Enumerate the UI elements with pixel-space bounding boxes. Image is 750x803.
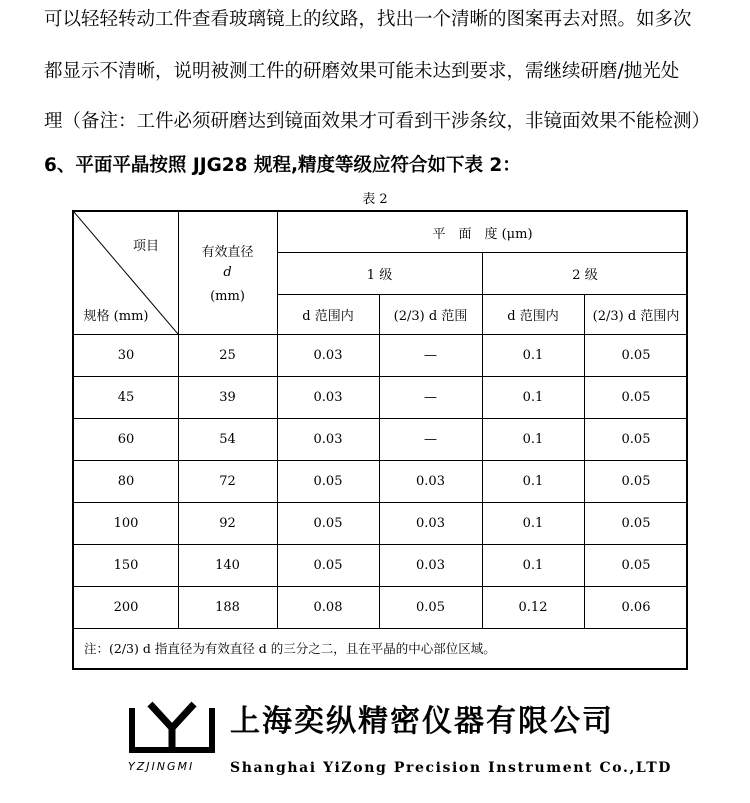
header-diameter-label: 有效直径 [201,244,254,260]
header-grade-2: 2 级 [572,267,598,283]
table-cell: 200 [113,599,139,615]
table-cell: 0.06 [621,599,651,615]
table-cell: 0.08 [313,599,343,615]
table-cell: 0.03 [313,347,343,363]
table-cell: 25 [219,347,236,363]
table-cell: 0.05 [313,473,343,489]
table-cell: 100 [113,515,139,531]
table-cell: 150 [113,557,139,573]
table-cell: 30 [117,347,135,363]
table-cell: 92 [219,515,236,531]
table-cell: 0.1 [522,389,544,405]
table-cell: 0.1 [522,557,544,573]
table-cell: 0.05 [313,557,343,573]
header-spec-label: 规格 (mm) [83,308,149,324]
table-cell: 0.05 [621,431,651,447]
column-divider [379,334,380,628]
header-sub-1: d 范围内 [302,308,354,324]
table-cell: 45 [117,389,135,405]
table-cell: — [424,389,437,405]
table-cell: 60 [117,431,135,447]
table-cell: 54 [219,431,236,447]
table-note: 注：(2/3) d 指直径为有效直径 d 的三分之二，且在平晶的中心部位区域。 [84,641,496,656]
table-cell: 39 [219,389,236,405]
table-cell: 0.1 [522,515,544,531]
table-cell: 0.03 [416,557,445,573]
column-divider [482,334,483,628]
table-cell: 0.05 [416,599,445,615]
header-sub-3: d 范围内 [507,308,559,324]
table-cell: 0.05 [621,347,651,363]
paragraph-line-2: 都显示不清晰，说明被测工件的研磨效果可能未达到要求，需继续研磨/抛光处 [44,61,680,82]
table-cell: 140 [215,557,240,573]
table-cell: 72 [219,473,236,489]
table-cell: 0.05 [621,557,651,573]
table-cell: 0.1 [522,347,544,363]
table-cell: 0.1 [522,473,544,489]
company-name-cn: 上海奕纵精密仪器有限公司 [230,704,614,739]
logo-caption: YZJINGMI [128,760,195,773]
table-title: 表 2 [362,192,388,207]
header-sub-4: (2/3) d 范围内 [592,308,680,324]
column-divider [277,334,278,628]
header-sub-2: (2/3) d 范围 [393,308,468,324]
table-cell: 0.05 [621,389,651,405]
table-cell: — [424,431,437,447]
table-cell: 188 [215,599,240,615]
table-cell: 0.05 [313,515,343,531]
table-cell: 0.03 [313,389,343,405]
table-cell: 0.03 [313,431,343,447]
table-cell: 0.05 [621,515,651,531]
header-flatness: 平 面 度 (μm) [432,226,533,242]
column-divider [178,334,179,628]
company-logo-icon [128,698,216,754]
table-cell: 0.03 [416,515,445,531]
table-cell: 0.1 [522,431,544,447]
company-footer [128,692,672,792]
precision-table [72,210,688,670]
company-name-en: Shanghai YiZong Precision Instrument Co.,LTD [230,760,672,776]
header-diameter-unit: (mm) [210,288,245,304]
column-divider [584,334,585,628]
table-cell: — [424,347,437,363]
section-heading: 6、平面平晶按照 JJG28 规程,精度等级应符合如下表 2： [44,155,521,176]
table-cell: 0.05 [621,473,651,489]
paragraph-line-1: 可以轻轻转动工件查看玻璃镜上的纹路，找出一个清晰的图案再去对照。如多次 [44,9,692,30]
table-cell: 0.03 [416,473,445,489]
paragraph-line-3: 理（备注：工件必须研磨达到镜面效果才可看到干涉条纹，非镜面效果不能检测） [44,111,711,132]
header-item-label: 项目 [132,238,159,254]
header-grade-1: 1 级 [366,267,393,283]
table-cell: 80 [117,473,135,489]
header-diameter-symbol: d [223,264,232,280]
table-cell: 0.12 [518,599,548,615]
